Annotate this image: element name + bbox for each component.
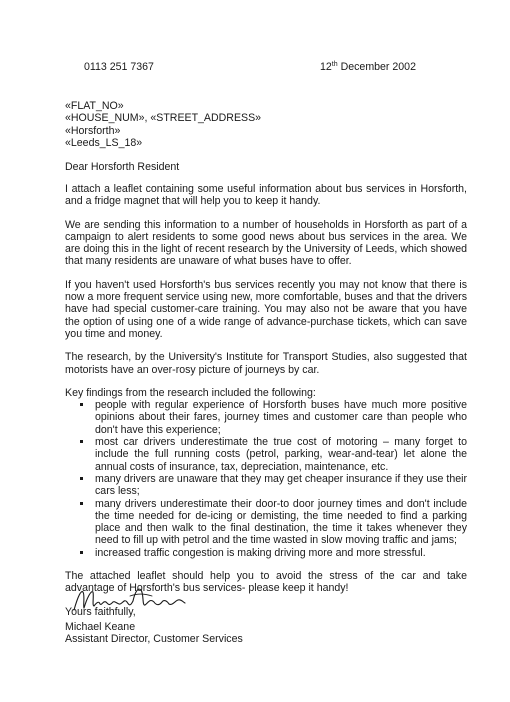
signatory-title: Assistant Director, Customer Services [65, 633, 243, 645]
signatory-name: Michael Keane [65, 621, 136, 633]
paragraph-final: The attached leaflet should help you to avoid the stress of the car and take advantage of Horsforth's bus services- please keep it handy! [65, 570, 467, 595]
paragraph-services: If you haven't used Horsforth's bus services recently you may not know that there is now a more frequent service using new, more comfortable, buses and that the drivers have had special customer-care training. You may also not be aware that you have the option of using one of a wide range of advance-purchase tickets, which can save you time and money. [65, 278, 467, 340]
date-day: 12 [320, 61, 332, 73]
date-rest: December 2002 [337, 61, 416, 73]
salutation: Dear Horsforth Resident [65, 161, 180, 173]
handwritten-signature [72, 584, 187, 614]
address-block [65, 100, 261, 149]
finding-item: most car drivers underestimate the true cost of motoring – many forget to include the full running costs (petrol, parking, wear-and-tear) let alone the annual costs of insurance, tax, depreciation, maintenance, etc. [95, 436, 467, 473]
date-suffix: th [331, 61, 338, 68]
finding-item: people with regular experience of Horsforth buses have much more positive opinions about their fares, journey times and customer care than people who don't have this experience; [95, 399, 467, 436]
finding-item: increased traffic congestion is making driving more and more stressful. [95, 547, 467, 559]
findings-list [65, 399, 467, 559]
letter-body [65, 183, 467, 629]
findings-intro: Key findings from the research included the following: [65, 386, 316, 399]
closing: Yours faithfully, [65, 605, 136, 618]
paragraph-research: The research, by the University's Institute for Transport Studies, also suggested that motorists have an over-rosy picture of journeys by car. [65, 351, 467, 376]
address-line-flat: «FLAT_NO» [65, 100, 124, 112]
phone-number: 0113 251 7367 [84, 61, 154, 73]
finding-item: many drivers are unaware that they may get cheaper insurance if they use their cars less; [95, 472, 467, 498]
paragraph-leaflet: I attach a leaflet containing some useful information about bus services in Horsforth, and a fridge magnet that will help you to keep it handy. [65, 183, 467, 208]
address-line-street: «HOUSE_NUM», «STREET_ADDRESS» [65, 112, 262, 125]
letter-date [320, 61, 416, 73]
finding-item: many drivers underestimate their door-to door journey times and don't include the time needed for de-icing or demisting, the time needed to find a parking place and then walk to the final destination, the time it takes whenever they need to fill up with petrol and the time wasted in slow moving traffic and jams; [95, 497, 467, 547]
address-line-postcode: «Leeds_LS_18» [65, 136, 143, 149]
address-line-town: «Horsforth» [65, 124, 121, 137]
paragraph-campaign: We are sending this information to a number of households in Horsforth as part of a campaign to alert residents to some good news about bus services in the area. We are doing this in the light of recent research by the University of Leeds, which showed that many residents are unaware of what buses have to offer. [65, 218, 467, 268]
